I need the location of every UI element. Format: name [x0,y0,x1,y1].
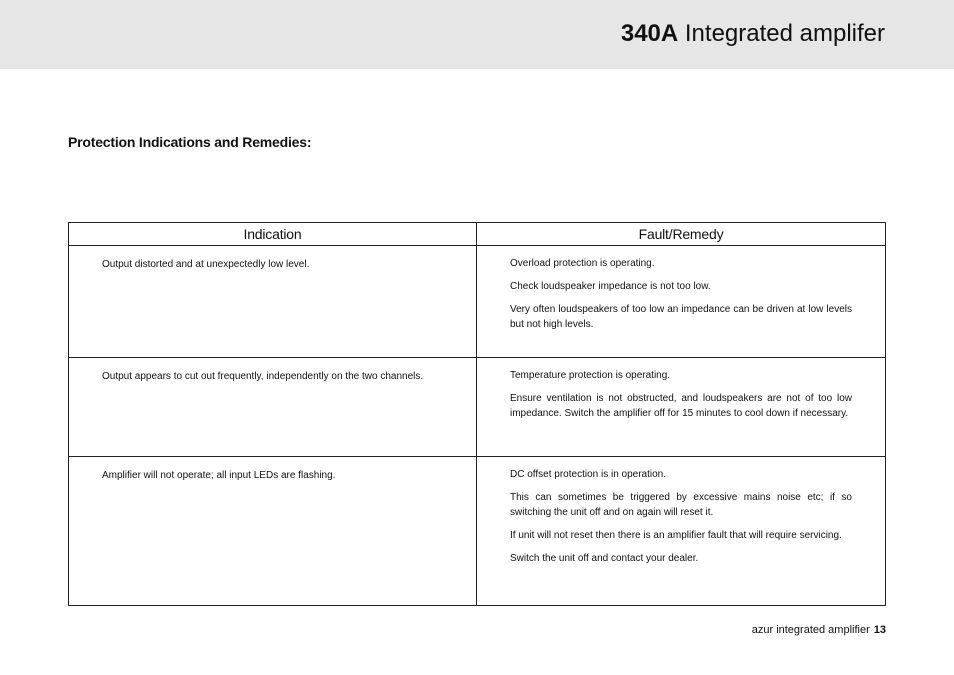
remedy-text: Overload protection is operating. [510,258,655,269]
remedy-text: Very often loudspeakers of too low an impedance can be driven at low levels but not high levels. [510,304,852,330]
remedy-column-header: Fault/Remedy [477,223,886,246]
header-band [0,0,954,69]
page-number: 13 [873,624,886,636]
remedy-text: Ensure ventilation is not obstructed, and loudspeakers are not of too low impedance. Switch the amplifier off for 15 minutes to cool down if necessary. [510,393,852,419]
fault-remedy-table [68,222,886,606]
remedy-text: This can sometimes be triggered by excessive mains noise etc; if so switching the unit off and on again will reset it. [510,492,852,518]
footer-text: azur integrated amplifier [751,624,870,636]
remedy-cell [477,246,886,358]
table-row [69,246,886,358]
section-heading: Protection Indications and Remedies: [68,134,312,150]
indication-column-header: Indication [69,223,477,246]
remedy-cell [477,358,886,457]
page-footer [752,624,886,636]
model-number: 340A [620,20,679,47]
remedy-text: DC offset protection is in operation. [510,469,667,480]
remedy-text: If unit will not reset then there is an amplifier fault that will require servicing. [510,530,842,541]
remedy-text: Temperature protection is operating. [510,370,671,381]
indication-cell: Output appears to cut out frequently, independently on the two channels. [69,358,477,457]
product-title: Integrated amplifer [684,20,885,47]
table-row [69,358,886,457]
document-title [621,18,885,50]
remedy-text: Switch the unit off and contact your dealer. [510,553,699,564]
indication-cell: Amplifier will not operate; all input LEDs are flashing. [69,457,477,606]
remedy-text: Check loudspeaker impedance is not too low. [510,281,711,292]
remedy-cell [477,457,886,606]
table-row [69,457,886,606]
indication-cell: Output distorted and at unexpectedly low level. [69,246,477,358]
table-header-row [69,223,886,246]
